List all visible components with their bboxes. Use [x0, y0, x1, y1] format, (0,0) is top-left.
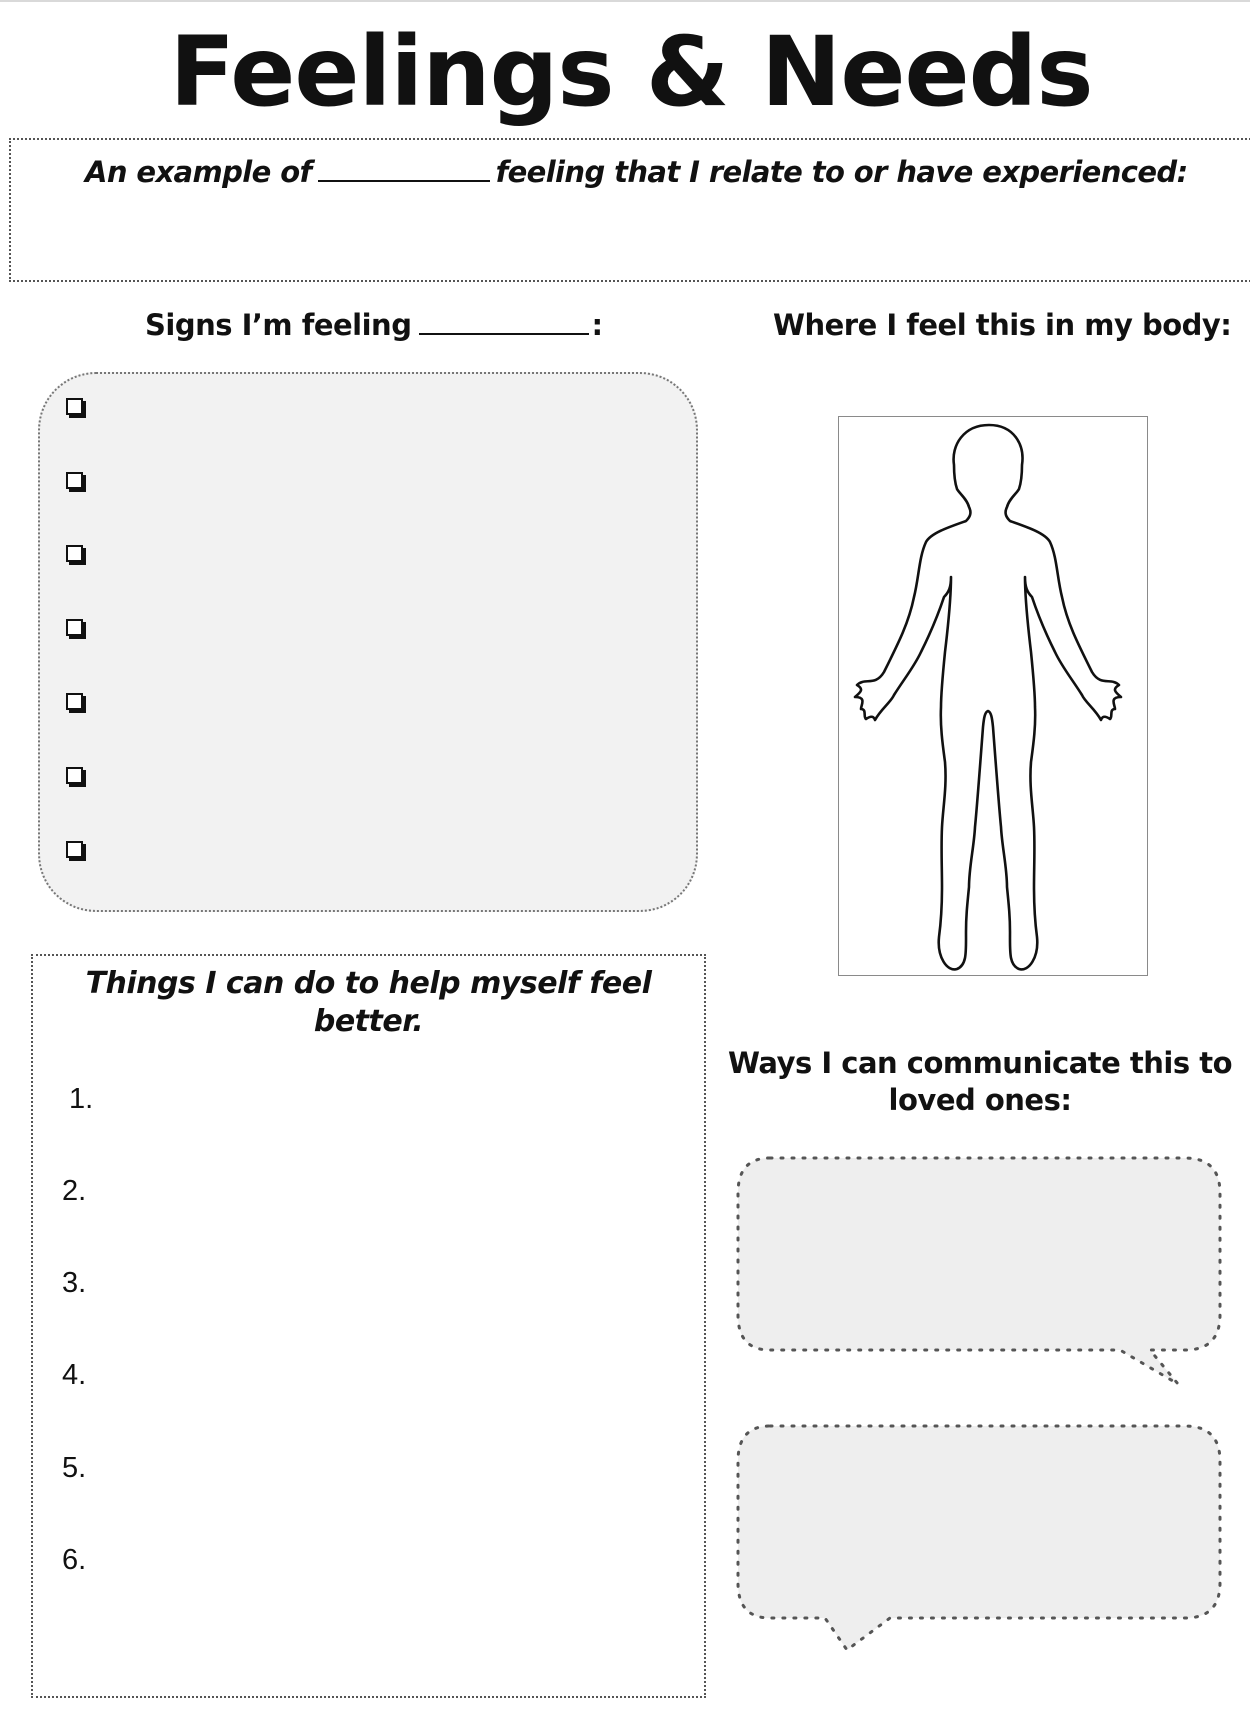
signs-heading-suffix: :	[591, 308, 603, 342]
ways-title-line2: loved ones:	[888, 1083, 1072, 1117]
sign-checkbox-4[interactable]	[66, 619, 83, 636]
body-heading: Where I feel this in my body:	[773, 308, 1232, 342]
example-suffix: feeling that I relate to or have experienced:	[495, 155, 1188, 189]
sign-checkbox-3[interactable]	[66, 545, 83, 562]
list-item-number: 3.	[62, 1267, 87, 1299]
things-title-line1: Things I can do to help myself feel	[85, 966, 652, 1001]
body-map-frame[interactable]	[838, 416, 1148, 976]
things-title-line2: better.	[313, 1004, 424, 1039]
human-body-outline-icon	[839, 417, 1149, 977]
signs-feeling-blank[interactable]	[419, 333, 589, 335]
sign-checkbox-1[interactable]	[66, 398, 83, 415]
list-item-number: 2.	[62, 1175, 87, 1207]
ways-title-line1: Ways I can communicate this to	[727, 1046, 1233, 1080]
list-item-number: 6.	[62, 1544, 87, 1576]
signs-box	[38, 372, 698, 912]
sign-checkbox-5[interactable]	[66, 693, 83, 710]
example-prefix: An example of	[85, 155, 312, 189]
sign-checkbox-7[interactable]	[66, 841, 83, 858]
signs-heading-prefix: Signs I’m feeling	[145, 308, 412, 342]
page-title: Feelings & Needs	[169, 16, 1093, 128]
speech-bubble-2[interactable]	[730, 1418, 1230, 1668]
things-title	[31, 965, 706, 1041]
top-rule	[0, 0, 1250, 2]
list-item-number: 4.	[62, 1359, 87, 1391]
sign-checkbox-2[interactable]	[66, 472, 83, 489]
ways-title	[716, 1045, 1244, 1119]
list-item-number: 5.	[62, 1452, 87, 1484]
signs-heading	[145, 306, 603, 344]
list-item-number: 1.	[69, 1083, 94, 1115]
feeling-blank[interactable]	[318, 180, 490, 182]
sign-checkbox-6[interactable]	[66, 767, 83, 784]
speech-bubble-1[interactable]	[730, 1150, 1230, 1390]
example-prompt	[85, 150, 1245, 194]
things-box	[31, 954, 706, 1698]
